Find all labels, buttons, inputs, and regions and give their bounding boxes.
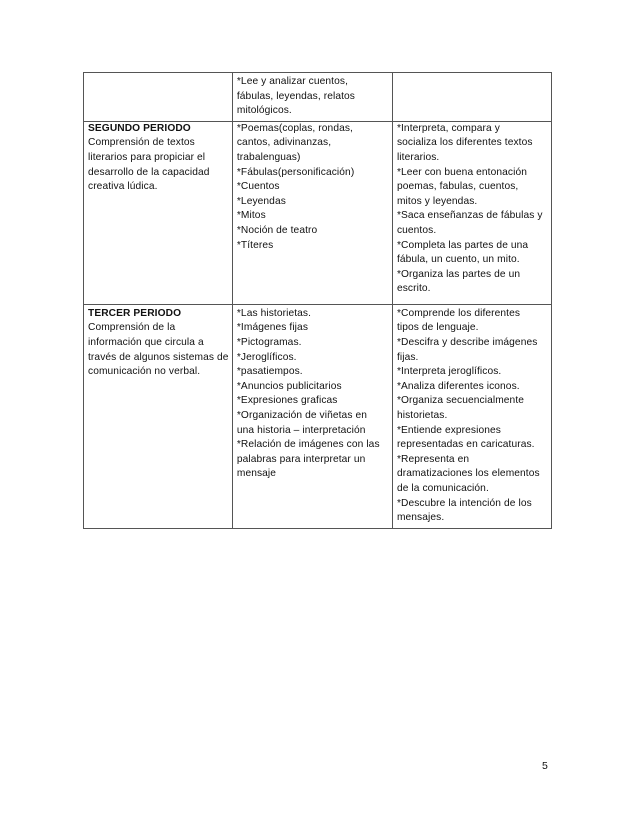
achievement-line: mitos y leyendas.	[396, 195, 478, 207]
achievement-line: *Completa las partes de una	[396, 239, 529, 251]
contents-line: *Cuentos	[236, 181, 280, 193]
contents-line: *Pictogramas.	[236, 336, 302, 348]
period-line: comunicación no verbal.	[88, 366, 201, 378]
contents-line: *Las historietas.	[236, 307, 312, 319]
achievement-line: fábula, un cuento, un mito.	[396, 254, 520, 266]
achievement-line: mensajes.	[396, 512, 445, 524]
achievement-line: cuentos.	[396, 224, 437, 236]
achievement-line: fijas.	[396, 351, 419, 363]
table-row	[84, 73, 552, 122]
table-row	[84, 121, 552, 304]
period-line: información que circula a	[88, 336, 204, 348]
contents-line: fábulas, leyendas, relatos	[236, 90, 355, 102]
achievement-line: *Representa en	[396, 453, 470, 465]
curriculum-table	[83, 72, 552, 529]
contents-line: *Expresiones graficas	[236, 395, 338, 407]
contents-line: mensaje	[236, 468, 277, 480]
achievement-line: *Saca enseñanzas de fábulas y	[396, 210, 543, 222]
contents-line: *Mitos	[236, 210, 266, 222]
page-number: 5	[542, 760, 548, 772]
achievement-line: *Organiza las partes de un	[396, 268, 521, 280]
contents-line: *Lee y analizar cuentos,	[236, 76, 348, 87]
achievement-line: de la comunicación.	[396, 482, 489, 494]
contents-line: *pasatiempos.	[236, 366, 303, 378]
contents-line: cantos, adivinanzas,	[236, 137, 332, 149]
period-cell	[84, 121, 233, 304]
contents-line: *Fábulas(personificación)	[236, 166, 355, 178]
achievement-line: *Leer con buena entonación	[396, 166, 527, 178]
achievement-line: *Interpreta jeroglíficos.	[396, 366, 502, 378]
table-row	[84, 304, 552, 528]
achievement-line: *Comprende los diferentes	[396, 307, 521, 319]
achievement-line: representadas en caricaturas.	[396, 439, 535, 451]
contents-line: *Organización de viñetas en	[236, 409, 367, 421]
contents-cell	[232, 304, 392, 528]
period-cell	[84, 304, 233, 528]
achievement-line: literarios.	[396, 151, 440, 163]
period-line: desarrollo de la capacidad	[88, 166, 210, 178]
period-line: literarios para propiciar el	[88, 151, 206, 163]
achievement-line: *Descifra y describe imágenes	[396, 336, 538, 348]
achievement-line: *Interpreta, compara y	[396, 122, 500, 134]
achievement-line: socializa los diferentes textos	[396, 137, 533, 149]
achievement-line: historietas.	[396, 409, 448, 421]
contents-line: palabras para interpretar un	[236, 453, 366, 465]
achievement-line: *Descubre la intención de los	[396, 497, 532, 509]
contents-line: una historia – interpretación	[236, 424, 366, 436]
contents-line: *Poemas(coplas, rondas,	[236, 122, 353, 134]
period-heading: TERCER PERIODO	[88, 307, 182, 319]
achievement-line: *Organiza secuencialmente	[396, 395, 525, 407]
contents-line: *Anuncios publicitarios	[236, 380, 342, 392]
contents-line: *Títeres	[236, 239, 274, 251]
contents-line: *Imágenes fijas	[236, 322, 309, 334]
achievement-line: escrito.	[396, 283, 431, 295]
contents-line: *Relación de imágenes con las	[236, 439, 380, 451]
achievement-line: *Entiende expresiones	[396, 424, 501, 436]
period-cell	[84, 73, 233, 122]
period-line: Comprensión de la	[88, 322, 176, 334]
achievement-line: tipos de lenguaje.	[396, 322, 479, 334]
achievements-cell	[392, 121, 551, 304]
achievement-line: *Analiza diferentes iconos.	[396, 380, 520, 392]
period-line: través de algunos sistemas de	[88, 351, 229, 363]
contents-line: trabalenguas)	[236, 151, 301, 163]
contents-cell	[232, 73, 392, 122]
period-heading: SEGUNDO PERIODO	[88, 122, 191, 134]
period-line: creativa lúdica.	[88, 181, 158, 193]
contents-line: *Leyendas	[236, 195, 286, 207]
contents-line: *Noción de teatro	[236, 224, 318, 236]
achievements-cell	[392, 304, 551, 528]
contents-cell	[232, 121, 392, 304]
achievements-cell	[392, 73, 551, 122]
achievement-line: dramatizaciones los elementos	[396, 468, 540, 480]
achievement-line: poemas, fabulas, cuentos,	[396, 181, 519, 193]
contents-line: *Jeroglíficos.	[236, 351, 297, 363]
contents-line: mitológicos.	[236, 105, 292, 117]
period-line: Comprensión de textos	[88, 137, 195, 149]
